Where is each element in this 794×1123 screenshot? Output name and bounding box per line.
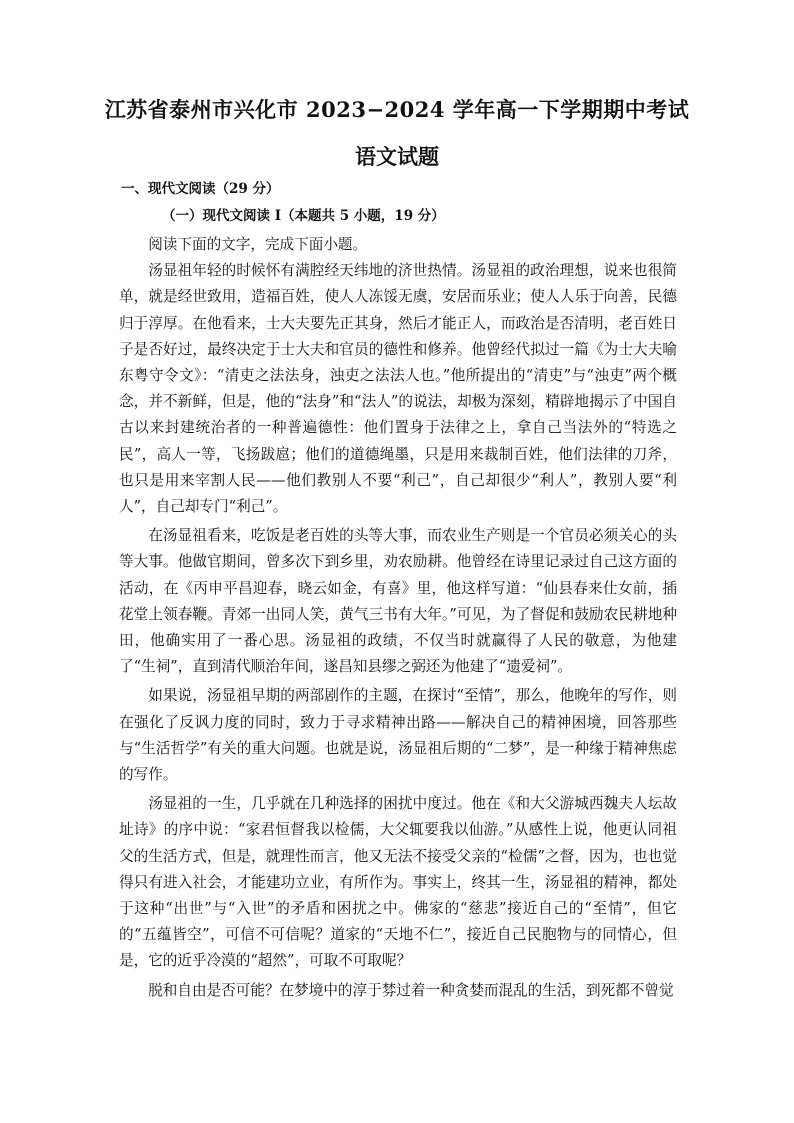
instruction-text: 阅读下面的文字，完成下面小题。: [148, 236, 368, 253]
document-subtitle: 语文试题: [355, 144, 439, 169]
paragraph: 汤显祖年轻的时候怀有满腔经天纬地的济世热情。汤显祖的政治理想，说来也很简单，就是经世致用，造福百姓，使人人冻馁无虞，安居而乐业；使人人乐于向善，民德归于淳厚。在他看来，士大夫要先正其身，然后才能正人，而政治是否清明，老百姓日子是否好过，最终决定于士大夫和官员的德性和修养。他曾经代拟过一篇《为士大夫喻东粤守令文》：“清吏之法法身，浊吏之法法人也。”他所提出的“清吏”与“浊吏”两个概念，并不新鲜，但是，他的“法身”和“法人”的说法，却极为深刻，精辟地揭示了中国自古以来封建统治者的一种普遍德性：他们置身于法律之上，拿自己当法外的“特选之民”，高人一等，飞扬跋扈；他们的道德绳墨，只是用来裁制百姓，他们法律的刀斧，也只是用来宰割人民——他们教别人不要“利己”，自己却很少“利人”，教别人要“利人”，自己却专门“利己”。: [119, 262, 677, 516]
paragraph: 在汤显祖看来，吃饭是老百姓的头等大事，而农业生产则是一个官员必须关心的头等大事。他做官期间，曾多次下到乡里，劝农励耕。他曾经在诗里记录过自己这方面的活动，在《丙申平昌迎春，晓云如金，有喜》里，他这样写道：“仙县春来仕女前，插花堂上领春鞭。青郊一出同人笑，黄气三书有大年。”可见，为了督促和鼓励农民耕地种田，他确实用了一番心思。汤显祖的政绩，不仅当时就赢得了人民的敬意，为他建了“生祠”，直到清代顺治年间，遂昌知县缪之弼还为他建了“遗爱祠”。: [119, 527, 677, 676]
section-heading: 一、现代文阅读（29 分）: [121, 181, 280, 197]
reading-passage: [119, 232, 677, 1007]
subsection-heading: （一）现代文阅读 I（本题共 5 小题，19 分）: [162, 208, 445, 224]
paragraph: 脱和自由是否可能？在梦境中的淳于棼过着一种贪婪而混乱的生活，到死都不曾觉: [148, 981, 674, 999]
paragraph: 汤显祖的一生，几乎就在几种选择的困扰中度过。他在《和大父游城西魏夫人坛故址诗》的序中说：“家君恒督我以检儒，大父辄要我以仙游。”从感性上说，他更认同祖父的生活方式，但是，就理性而言，他又无法不接受父亲的“检儒”之督，因为，也也觉得只有进入社会，才能建功立业，有所作为。事实上，终其一生，汤显祖的精神，都处于这种“出世”与“入世”的矛盾和困扰之中。佛家的“慈悲”接近自己的“至情”，但它的“五蕴皆空”，可信不可信呢？道家的“天地不仁”，接近自己民胞物与的同情心，但是，它的近乎冷漠的“超然”，可取不可取呢？: [119, 795, 677, 970]
document-title: 江苏省泰州市兴化市 2023−2024 学年高一下学期期中考试: [104, 97, 690, 122]
paragraph: 如果说，汤显祖早期的两部剧作的主题，在探讨“至情”，那么，他晚年的写作，则在强化了反讽力度的同时，致力于寻求精神出路——解决自己的精神困境，回答那些与“生活哲学”有关的重大问题。也就是说，汤显祖后期的“二梦”，是一种缘于精神焦虑的写作。: [119, 687, 677, 784]
